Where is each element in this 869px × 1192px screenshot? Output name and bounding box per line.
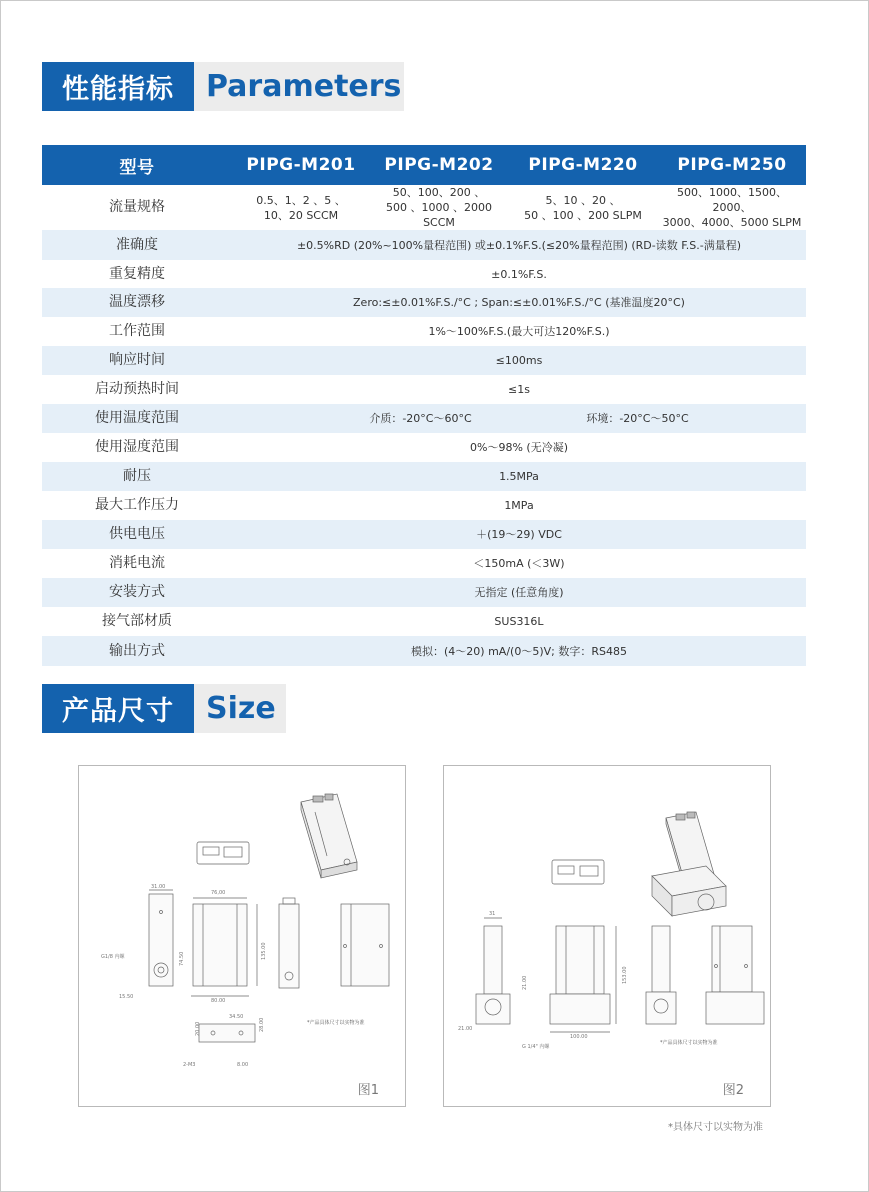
row-value: ＋(19～29) VDC xyxy=(232,520,806,549)
bottom-view xyxy=(183,1014,365,1068)
header-m220: PIPG-M220 xyxy=(508,145,658,185)
row-label: 启动预热时间 xyxy=(95,381,179,397)
row-value: 1%～100%F.S.(最大可达120%F.S.) xyxy=(428,325,610,338)
front-view xyxy=(101,884,185,1000)
parameters-table xyxy=(42,145,806,666)
row-value: ±0.1%F.S. xyxy=(491,267,547,281)
footnote: *具体尺寸以实物为准 xyxy=(668,1122,763,1133)
front-view xyxy=(458,911,550,1050)
parameters-heading xyxy=(42,62,404,111)
row-value: 无指定 (任意角度) xyxy=(232,578,806,607)
table-row xyxy=(42,607,806,636)
table-row xyxy=(42,346,806,375)
row-label: 最大工作压力 xyxy=(95,497,179,513)
flow-cell: 500、1000、1500、2000、 3000、4000、5000 SLPM xyxy=(662,186,802,229)
row-label: 工作范围 xyxy=(109,323,165,339)
table-row xyxy=(42,230,806,260)
row-value: ≤1s xyxy=(508,383,530,396)
narrow-view xyxy=(279,898,299,988)
row-label: 消耗电流 xyxy=(109,555,165,571)
side-view xyxy=(191,890,267,1004)
row-label: 响应时间 xyxy=(42,346,232,375)
svg-text:8.00: 8.00 xyxy=(237,1062,249,1068)
row-label: 接气部材质 xyxy=(102,613,172,629)
table-row xyxy=(42,462,806,491)
row-value xyxy=(232,404,806,433)
flow-cell: 0.5、1、2 、5 、 10、20 SCCM xyxy=(256,193,346,222)
row-value: 1MPa xyxy=(504,499,534,512)
header-m250: PIPG-M250 xyxy=(658,145,806,185)
row-label: 供电电压 xyxy=(42,520,232,549)
size-heading-en: Size xyxy=(194,684,286,733)
svg-text:135.00: 135.00 xyxy=(261,942,267,960)
row-value: ±0.5%RD (20%~100%量程范围) 或±0.1%F.S.(≤20%量程范围) (RD-读数 F.S.-满量程) xyxy=(232,230,806,260)
header-model: 型号 xyxy=(42,145,232,185)
figure-2 xyxy=(443,765,771,1107)
table-row xyxy=(42,578,806,607)
svg-text:2-M3: 2-M3 xyxy=(183,1062,196,1068)
svg-text:G1/8 内螺: G1/8 内螺 xyxy=(101,954,125,960)
row-value: Zero:≤±0.01%F.S./°C ; Span:≤±0.01%F.S./°C (基准温度20°C) xyxy=(232,288,806,317)
svg-text:*产品具体尺寸以实物为准: *产品具体尺寸以实物为准 xyxy=(660,1040,718,1046)
svg-text:31.00: 31.00 xyxy=(151,884,166,890)
svg-text:21.00: 21.00 xyxy=(458,1026,473,1032)
row-value: 1.5MPa xyxy=(232,462,806,491)
row-label: 使用温度范围 xyxy=(42,404,232,433)
svg-text:G 1/4" 内螺: G 1/4" 内螺 xyxy=(522,1044,550,1050)
table-row xyxy=(42,636,806,666)
figure-1-caption: 图1 xyxy=(357,1083,379,1098)
table-row xyxy=(42,520,806,549)
size-heading xyxy=(42,684,286,733)
row-label: 耐压 xyxy=(42,462,232,491)
svg-text:*产品具体尺寸以实物为准: *产品具体尺寸以实物为准 xyxy=(307,1020,365,1026)
back-view xyxy=(706,926,764,1024)
svg-text:21.00: 21.00 xyxy=(522,975,528,990)
table-row xyxy=(42,375,806,404)
top-view xyxy=(552,860,604,884)
row-value: SUS316L xyxy=(494,615,544,628)
flow-cell: 5、10 、20 、 50 、100 、200 SLPM xyxy=(524,193,642,222)
svg-text:20.00: 20.00 xyxy=(195,1021,201,1036)
svg-text:15.50: 15.50 xyxy=(119,994,134,1000)
row-label: 温度漂移 xyxy=(42,288,232,317)
row-value: 0%～98% (无冷凝) xyxy=(470,441,568,454)
table-row xyxy=(42,260,806,288)
iso-device xyxy=(301,794,357,878)
svg-text:153.00: 153.00 xyxy=(622,966,628,984)
header-m201: PIPG-M201 xyxy=(232,145,370,185)
row-label: 安装方式 xyxy=(42,578,232,607)
parameters-heading-cn: 性能指标 xyxy=(42,62,194,111)
ambient-temp: 环境：-20°C～50°C xyxy=(586,412,689,425)
table-row xyxy=(42,317,806,346)
figure-2-caption: 图2 xyxy=(722,1083,744,1098)
header-m202: PIPG-M202 xyxy=(370,145,508,185)
figure-2-drawing xyxy=(444,766,770,1106)
iso-device xyxy=(652,812,726,916)
top-view xyxy=(197,842,249,864)
table-row xyxy=(42,404,806,433)
svg-text:76,00: 76,00 xyxy=(211,890,226,896)
size-heading-cn: 产品尺寸 xyxy=(42,684,194,733)
figure-1-drawing xyxy=(79,766,405,1106)
table-row xyxy=(42,288,806,317)
medium-temp: 介质：-20°C～60°C xyxy=(369,412,472,425)
svg-text:100.00: 100.00 xyxy=(570,1034,588,1040)
row-value: ≤100ms xyxy=(232,346,806,375)
parameters-heading-en: Parameters xyxy=(194,62,404,111)
svg-text:74.50: 74.50 xyxy=(179,951,185,966)
flow-cell: 50、100、200 、 500 、1000 、2000 SCCM xyxy=(386,186,492,229)
table-row xyxy=(42,549,806,578)
svg-text:28.00: 28.00 xyxy=(259,1017,265,1032)
svg-text:80.00: 80.00 xyxy=(211,998,226,1004)
back-view xyxy=(341,904,389,986)
row-label: 使用湿度范围 xyxy=(95,439,179,455)
figure-1 xyxy=(78,765,406,1107)
row-value: 模拟：(4～20) mA/(0～5)V; 数字：RS485 xyxy=(232,636,806,666)
row-label: 准确度 xyxy=(42,230,232,260)
side-view xyxy=(550,926,628,1040)
table-header-row xyxy=(42,145,806,185)
svg-text:34.50: 34.50 xyxy=(229,1014,244,1020)
table-row xyxy=(42,491,806,520)
row-value: ＜150mA (＜3W) xyxy=(473,557,565,570)
row-label: 流量规格 xyxy=(109,199,165,215)
table-row xyxy=(42,433,806,462)
narrow-view xyxy=(646,926,676,1024)
table-row xyxy=(42,185,806,230)
row-label: 输出方式 xyxy=(42,636,232,666)
row-label: 重复精度 xyxy=(109,265,165,282)
svg-text:31: 31 xyxy=(489,911,496,917)
